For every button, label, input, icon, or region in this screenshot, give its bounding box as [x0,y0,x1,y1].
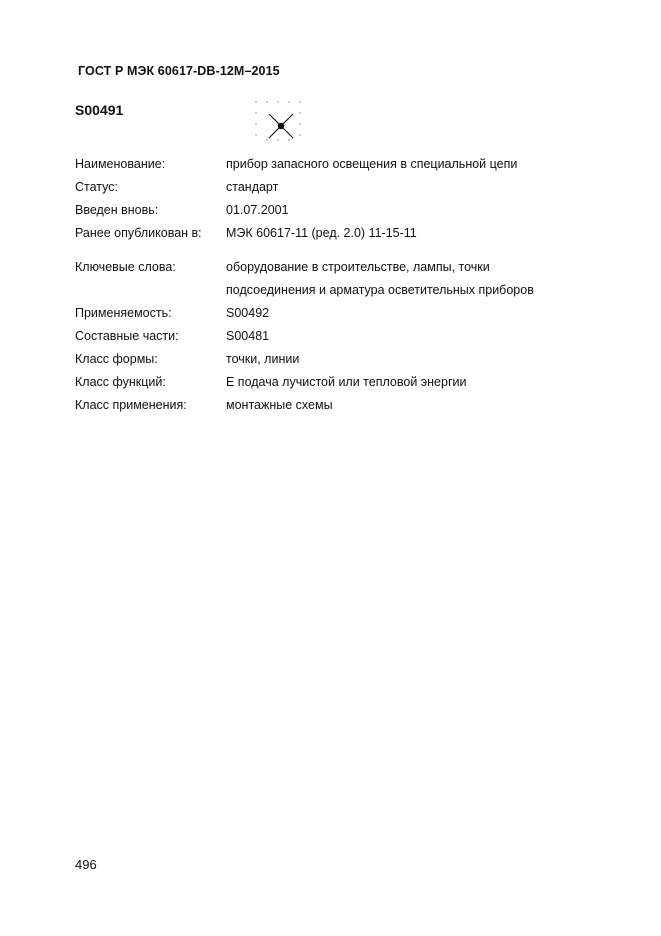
symbol-center-dot [278,123,284,129]
field-label-status: Статус: [75,180,118,194]
field-label-components: Составные части: [75,329,179,343]
field-value-applicability: S00492 [226,306,270,320]
field-label-keywords: Ключевые слова: [75,260,176,274]
field-label-published: Ранее опубликован в: [75,226,202,240]
field-value-published: МЭК 60617-11 (ред. 2.0) 11-15-11 [226,226,417,240]
field-value-function-class: E подача лучистой или тепловой энергии [226,375,467,389]
field-label-function-class: Класс функций: [75,375,166,389]
field-label-applicability: Применяемость: [75,306,172,320]
field-value-name: прибор запасного освещения в специальной цепи [226,157,518,171]
field-value-keywords-line2: подсоединения и арматура осветительных приборов [226,283,534,297]
symbol-id: S00491 [75,102,124,118]
field-value-form-class: точки, линии [226,352,300,366]
field-value-introduced: 01.07.2001 [226,203,289,217]
field-label-introduced: Введен вновь: [75,203,159,217]
field-value-components: S00481 [226,329,270,343]
field-label-form-class: Класс формы: [75,352,158,366]
field-label-name: Наименование: [75,157,166,171]
field-value-status: стандарт [226,180,279,194]
field-value-application-class: монтажные схемы [226,398,333,412]
page-number: 496 [75,857,97,872]
document-header: ГОСТ Р МЭК 60617-DB-12M–2015 [78,64,280,78]
symbol-grid-dots [255,101,300,140]
emergency-light-symbol-icon [252,98,310,144]
field-value-keywords-line1: оборудование в строительстве, лампы, точки [226,260,490,274]
field-label-application-class: Класс применения: [75,398,187,412]
